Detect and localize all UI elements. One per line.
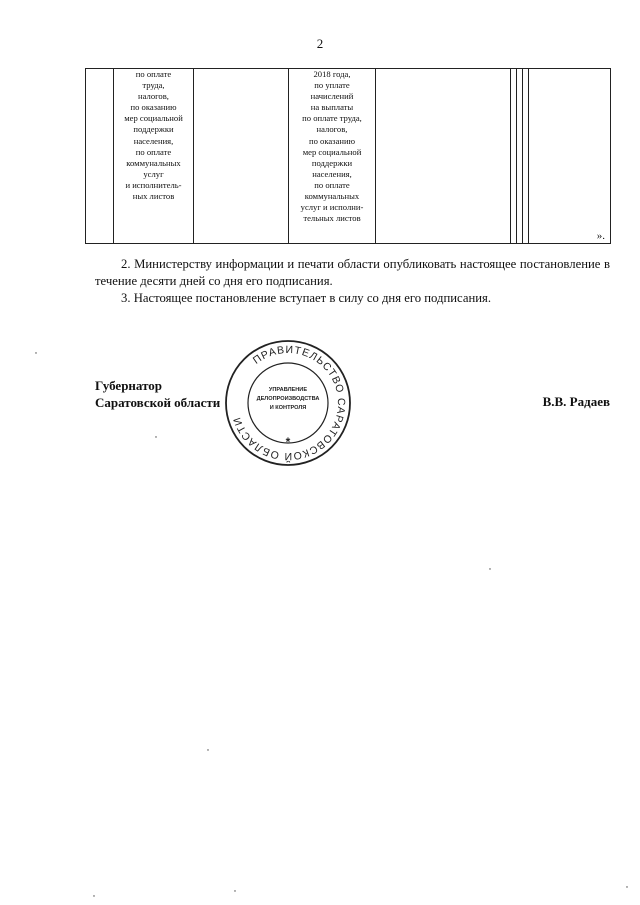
cell-line: и исполнитель-: [125, 179, 182, 190]
cell-line: мер социальной: [124, 113, 183, 124]
table-cell-payment-types: [114, 69, 194, 244]
table-cell-end-mark: ».: [529, 69, 611, 244]
cell-text: [291, 69, 373, 224]
scan-speck: [234, 890, 235, 891]
signer-name: В.В. Радаев: [542, 394, 610, 409]
cell-line: населения,: [312, 168, 352, 179]
cell-line: труда,: [142, 80, 165, 91]
cell-line: налогов,: [138, 91, 169, 102]
scan-speck: [489, 568, 490, 569]
page-number: 2: [316, 36, 324, 51]
cell-line: услуг и исполни-: [300, 202, 364, 213]
seal-center-line: И КОНТРОЛЯ: [269, 405, 307, 411]
seal-ring-text: ПРАВИТЕЛЬСТВО САРАТОВСКОЙ ОБЛАСТИ: [231, 343, 348, 463]
table-cell: [194, 69, 289, 244]
cell-line: по оказанию: [308, 135, 356, 146]
continuation-table: [85, 68, 611, 244]
cell-line: на выплаты: [310, 102, 354, 113]
cell-line: ных листов: [132, 191, 175, 202]
table-cell-payment-details: [289, 69, 376, 244]
seal-center-line: ДЕЛОПРОИЗВОДСТВА: [256, 396, 320, 402]
cell-line: мер социальной: [302, 146, 362, 157]
table-cell: [376, 69, 511, 244]
cell-line: по уплате: [314, 80, 350, 91]
scan-speck: [35, 352, 36, 353]
scan-speck: [626, 886, 627, 887]
cell-line: 2018 года,: [313, 69, 351, 79]
scan-speck: [207, 749, 208, 750]
paragraph-2: 2. Министерству информации и печати области опубликовать настоящее постановление в течение десяти дней со дня его подписания.: [95, 257, 610, 288]
scan-speck: [155, 436, 156, 437]
cell-line: тельных листов: [303, 213, 361, 224]
scan-speck: [93, 895, 94, 896]
official-seal: [223, 338, 353, 468]
table-cell: [86, 69, 114, 244]
seal-star-icon: *: [285, 435, 291, 449]
cell-line: по оказанию: [130, 102, 177, 113]
cell-line: поддержки: [133, 124, 174, 135]
cell-line: коммунальных: [304, 191, 360, 202]
seal-center-line: УПРАВЛЕНИЕ: [268, 387, 308, 393]
signer-title: [95, 377, 220, 411]
cell-text: [116, 69, 191, 202]
table-row: [86, 69, 611, 244]
seal-inner-ring: [248, 363, 328, 443]
signer-title-line: Саратовской области: [95, 395, 221, 410]
cell-line: по оплате: [135, 69, 172, 79]
signer-title-line: Губернатор: [95, 378, 163, 393]
cell-line: по оплате: [135, 146, 172, 157]
cell-line: налогов,: [316, 124, 348, 135]
cell-line: услуг: [143, 168, 164, 179]
paragraph-3: 3. Настоящее постановление вступает в силу со дня его подписания.: [121, 291, 492, 305]
cell-line: коммунальных: [126, 157, 181, 168]
cell-line: поддержки: [311, 157, 353, 168]
cell-line: населения,: [133, 135, 174, 146]
cell-line: по оплате труда,: [302, 113, 362, 124]
cell-line: по оплате: [314, 179, 350, 190]
cell-line: начислений: [310, 91, 354, 102]
